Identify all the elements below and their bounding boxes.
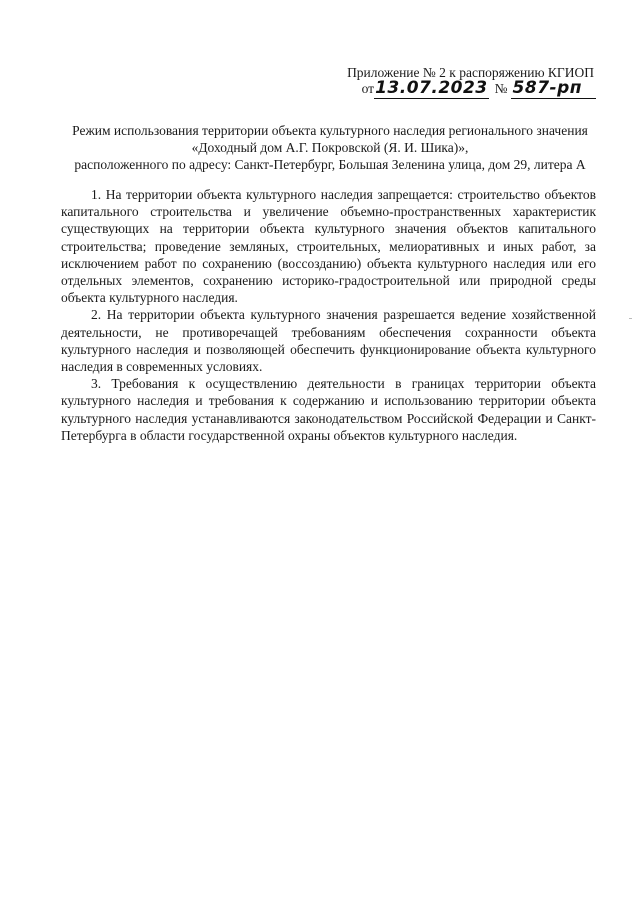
appendix-reference: Приложение № 2 к распоряжению КГИОП <box>347 65 594 80</box>
document-title <box>60 122 600 173</box>
paragraph-1: 1. На территории объекта культурного наследия запрещается: строительство объектов капитального строительства и увеличение объемно-пространственных характеристик существующих на территории объекта культурного значения объектов капитального строительства; проведение земляных, строительных, мелиоративных и иных работ, за исключением работ по сохранению (воссозданию) объекта культурного наследия или его отдельных элементов, сохранению историко-градостроительной или природной среды объекта культурного наследия. <box>61 187 596 306</box>
number-prefix: № <box>494 81 508 96</box>
document-body <box>61 186 596 444</box>
paragraph-3: 3. Требования к осуществлению деятельности в границах территории объекта культурного наследия и требования к содержанию и использованию территории объекта культурного наследия устанавливаются законодательством Российской Федерации и Санкт-Петербурга в области государственной охраны объектов культурного наследия. <box>61 376 596 443</box>
title-line-3: расположенного по адресу: Санкт-Петербург, Большая Зеленина улица, дом 29, литера А <box>74 157 586 172</box>
date-prefix: от <box>361 81 375 96</box>
handwritten-date: 13.07.2023 <box>375 78 488 98</box>
handwritten-order-number: 587-рп <box>511 78 596 99</box>
title-line-2: «Доходный дом А.Г. Покровской (Я. И. Шика)», <box>191 140 469 155</box>
paragraph-2: 2. На территории объекта культурного значения разрешается ведение хозяйственной деятельности, не противоречащей требованиям обеспечения сохранности объекта культурного наследия и позволяющей обеспечить функционирование объекта культурного наследия в современных условиях. <box>61 307 596 375</box>
order-date-number-line <box>362 78 596 99</box>
scan-artifact <box>629 318 632 319</box>
title-line-1: Режим использования территории объекта культурного наследия регионального значения <box>72 123 588 138</box>
